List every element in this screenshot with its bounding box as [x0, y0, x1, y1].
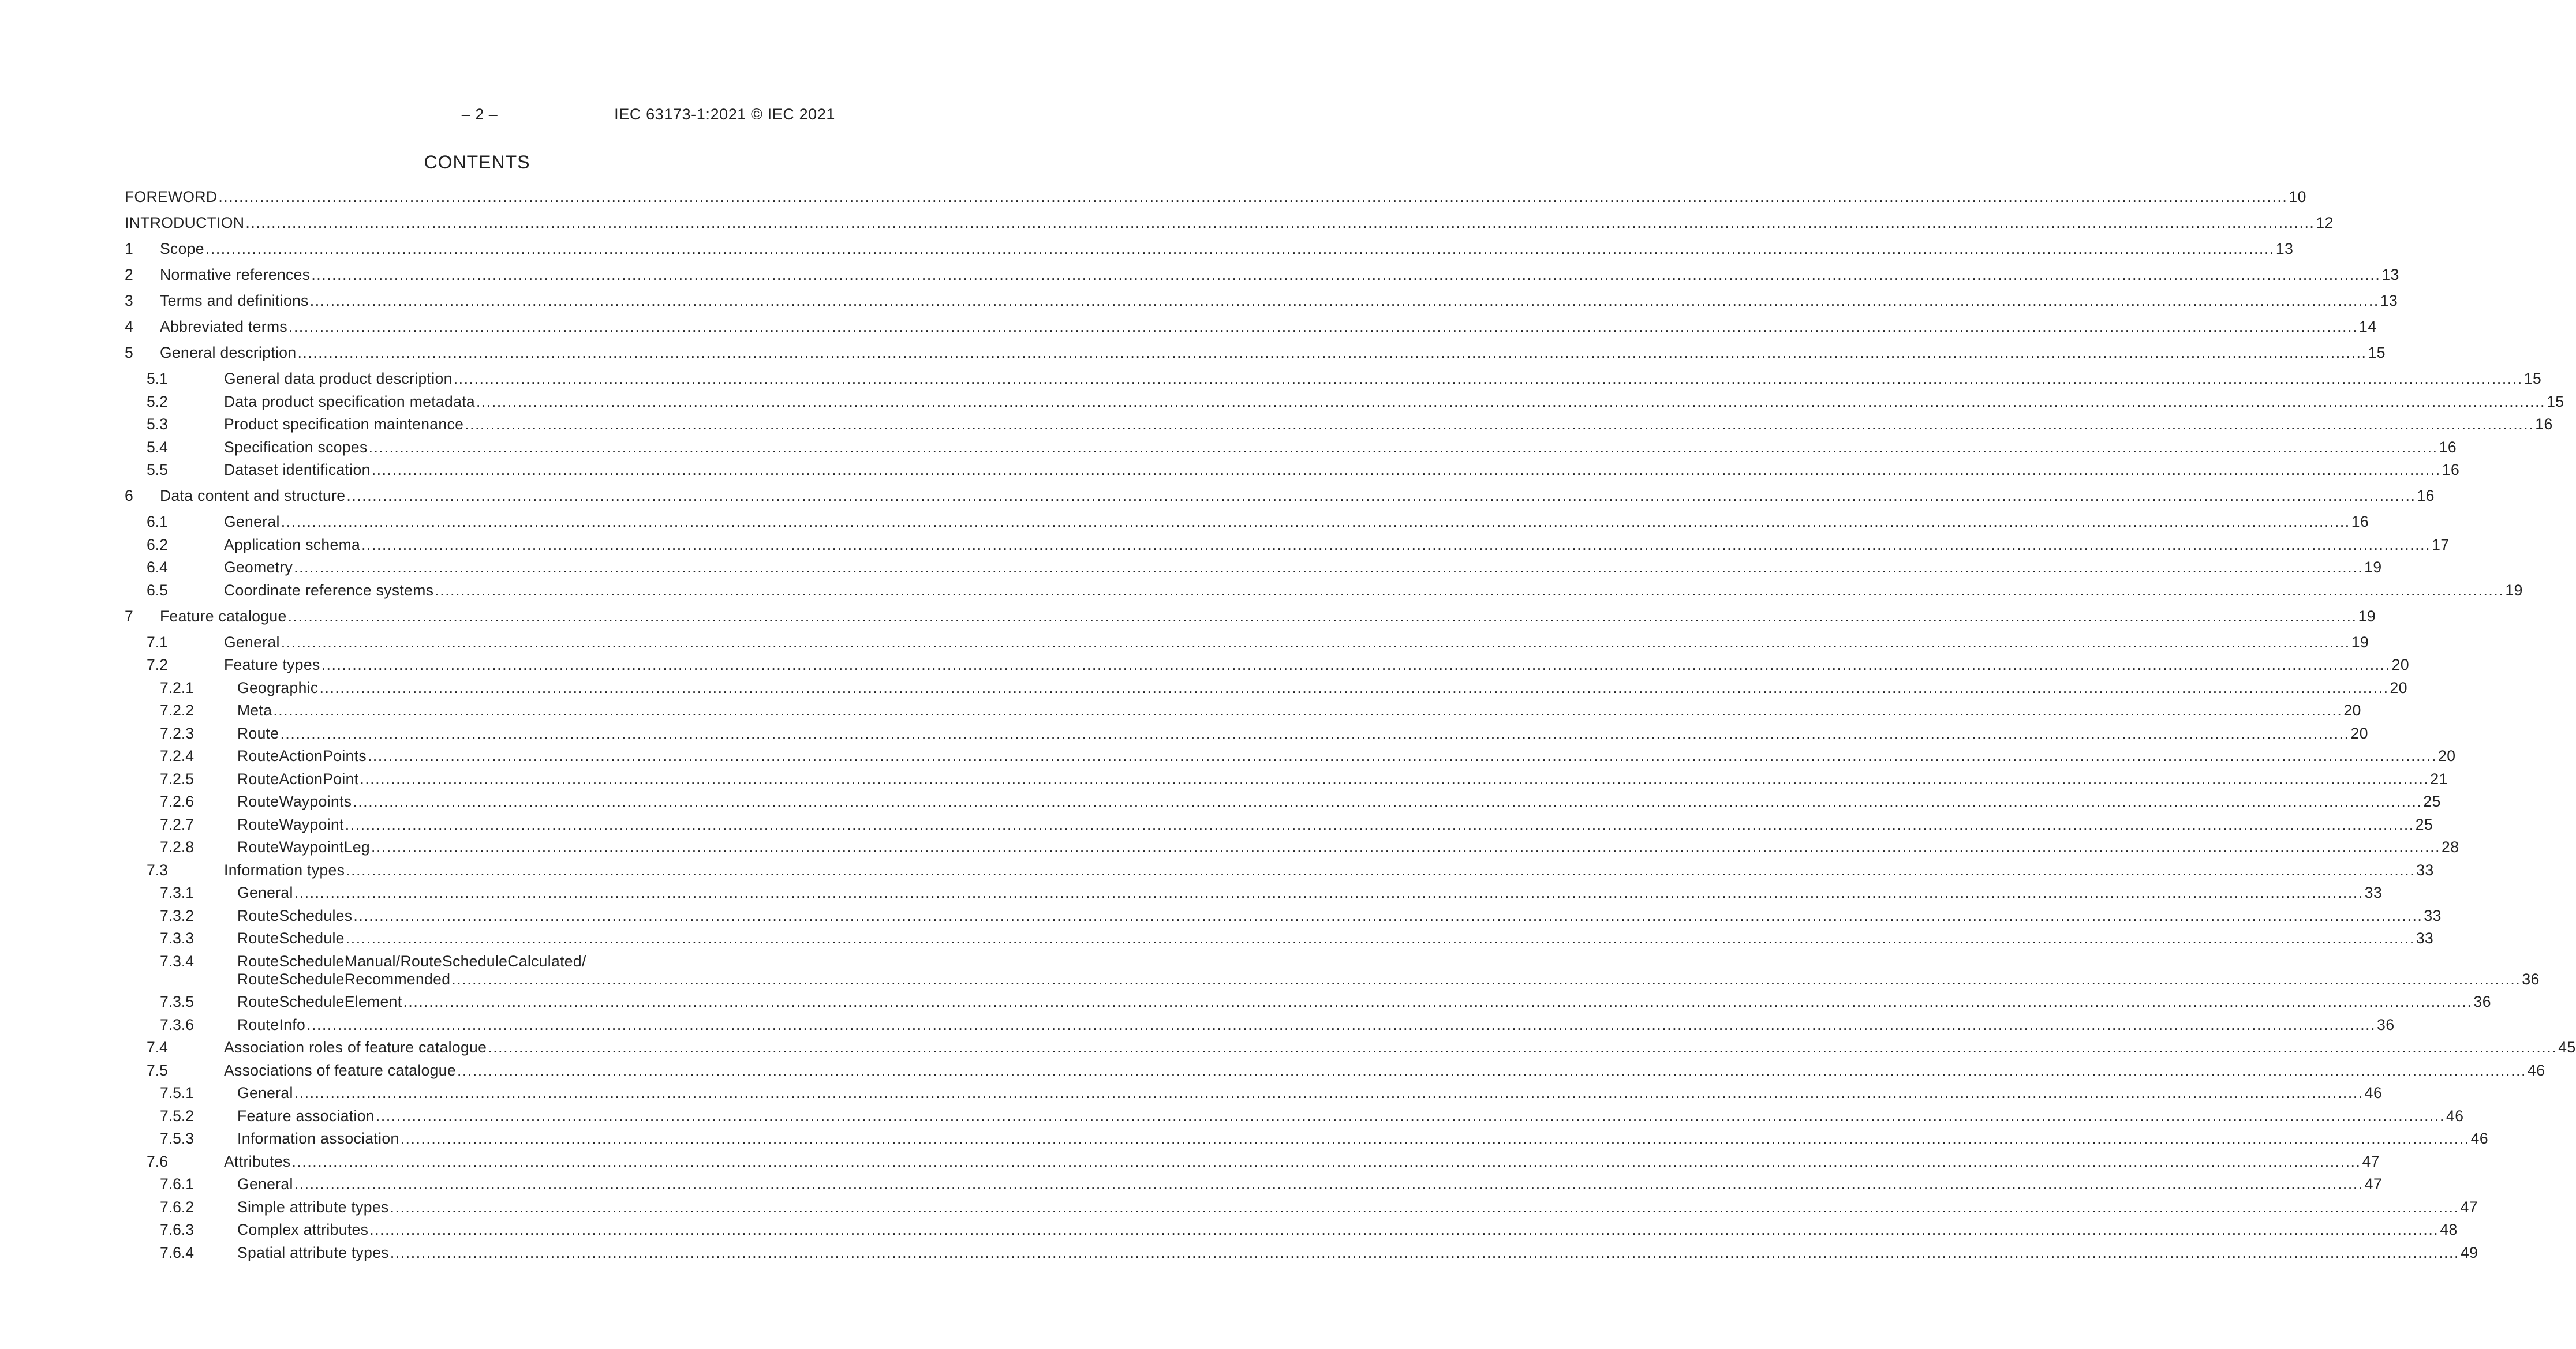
toc-dot-leader: ................................................................................................................................................................................................................................................................................................................................................................................................................ [390, 1198, 2459, 1216]
toc-entry-label: Data content and structure [160, 487, 346, 504]
toc-entry-page: 47 [2460, 1198, 2478, 1216]
toc-entry-page: 20 [2343, 702, 2361, 719]
toc-entry-page: 28 [2442, 838, 2459, 856]
toc-entry-continuation[interactable] [125, 969, 2540, 989]
toc-entry[interactable] [125, 1083, 2383, 1103]
toc-entry-page: 15 [2523, 370, 2542, 387]
toc-dot-leader: ................................................................................................................................................................................................................................................................................................................................................................................................................ [321, 656, 2391, 673]
toc-dot-leader: ................................................................................................................................................................................................................................................................................................................................................................................................................ [346, 861, 2416, 879]
toc-entry[interactable] [125, 724, 2368, 743]
toc-entry-label: Scope [160, 240, 204, 257]
toc-entry-page: 19 [2358, 607, 2376, 625]
toc-dot-leader: ................................................................................................................................................................................................................................................................................................................................................................................................................ [218, 188, 2288, 205]
toc-entry[interactable] [125, 317, 2377, 336]
toc-dot-leader: ................................................................................................................................................................................................................................................................................................................................................................................................................ [457, 1061, 2526, 1079]
toc-entry-page: 33 [2424, 906, 2442, 924]
toc-dot-leader: ................................................................................................................................................................................................................................................................................................................................................................................................................ [294, 1175, 2364, 1193]
toc-dot-leader: ................................................................................................................................................................................................................................................................................................................................................................................................................ [453, 370, 2523, 387]
toc-entry-page: 36 [2473, 993, 2491, 1010]
toc-dot-leader: ................................................................................................................................................................................................................................................................................................................................................................................................................ [345, 815, 2414, 833]
toc-entry-number: 6.2 [147, 535, 168, 553]
toc-entry[interactable] [125, 239, 2294, 258]
toc-entry-page: 33 [2416, 930, 2434, 947]
toc-entry[interactable] [125, 460, 2460, 479]
toc-entry[interactable] [125, 1106, 2464, 1126]
toc-entry[interactable] [125, 1220, 2458, 1239]
toc-entry[interactable] [125, 369, 2542, 388]
toc-entry-label: Complex attributes [237, 1221, 369, 1238]
toc-entry-label: General [237, 1084, 293, 1101]
toc-entry[interactable] [125, 486, 2435, 505]
toc-dot-leader: ................................................................................................................................................................................................................................................................................................................................................................................................................ [281, 633, 2350, 651]
toc-entry-number: 5.1 [147, 370, 168, 387]
toc-entry-number: 7.2.4 [160, 747, 194, 765]
toc-dot-leader: ................................................................................................................................................................................................................................................................................................................................................................................................................ [371, 838, 2441, 856]
toc-entry-number: 6 [125, 487, 133, 504]
toc-entry-number: 7.3.1 [160, 884, 194, 901]
toc-entry-page: 46 [2446, 1107, 2464, 1125]
toc-dot-leader: ................................................................................................................................................................................................................................................................................................................................................................................................................ [367, 747, 2437, 765]
toc-entry-page: 33 [2416, 861, 2434, 879]
toc-entry-label: Spatial attribute types [237, 1243, 389, 1261]
toc-entry[interactable] [125, 951, 836, 971]
page-title: CONTENTS [424, 152, 530, 173]
toc-entry[interactable] [125, 580, 2523, 600]
toc-entry-number: 7.5.2 [160, 1107, 194, 1125]
toc-entry-number: 7.3.5 [160, 993, 194, 1010]
toc-entry[interactable] [125, 187, 2306, 207]
toc-entry-page: 13 [2380, 292, 2398, 309]
toc-entry-page: 19 [2364, 559, 2382, 576]
toc-entry-label: RouteActionPoints [237, 747, 367, 765]
toc-entry-number: 7.5 [147, 1061, 168, 1079]
toc-entry-label: Geometry [224, 559, 293, 576]
toc-entry-page: 19 [2351, 633, 2369, 651]
toc-entry[interactable] [125, 392, 2564, 411]
toc-entry[interactable] [125, 678, 2408, 698]
toc-dot-leader: ................................................................................................................................................................................................................................................................................................................................................................................................................ [375, 1107, 2445, 1125]
toc-entry-number: 7.2.7 [160, 815, 194, 833]
toc-entry[interactable] [125, 343, 2386, 362]
toc-entry-label: RouteWaypoints [237, 793, 352, 810]
toc-entry-number: 7.2.5 [160, 770, 194, 788]
toc-dot-leader: ................................................................................................................................................................................................................................................................................................................................................................................................................ [476, 392, 2546, 410]
toc-entry-number: 7.3.2 [160, 906, 194, 924]
toc-entry-number: 7.2.2 [160, 702, 194, 719]
toc-entry-number: 3 [125, 292, 133, 309]
toc-entry-label: Feature catalogue [160, 607, 287, 625]
toc-entry-label: Attributes [224, 1152, 291, 1170]
toc-entry-page: 47 [2364, 1175, 2383, 1193]
toc-entry-number: 1 [125, 240, 133, 257]
toc-entry-page: 20 [2438, 747, 2456, 765]
toc-entry-number: 7.3.4 [160, 952, 194, 970]
toc-dot-leader: ................................................................................................................................................................................................................................................................................................................................................................................................................ [346, 487, 2416, 504]
toc-entry-page: 12 [2316, 214, 2334, 231]
toc-entry-page: 21 [2430, 770, 2448, 788]
toc-entry-number: 5.4 [147, 438, 168, 456]
toc-dot-leader: ................................................................................................................................................................................................................................................................................................................................................................................................................ [281, 513, 2350, 530]
toc-entry-page: 20 [2391, 656, 2410, 673]
toc-entry-label: RouteInfo [237, 1016, 306, 1033]
toc-entry-number: 5.3 [147, 415, 168, 433]
toc-dot-leader: ................................................................................................................................................................................................................................................................................................................................................................................................................ [309, 292, 2379, 309]
toc-entry-number: 5 [125, 344, 133, 361]
toc-entry-number: 5.5 [147, 461, 168, 478]
toc-entry[interactable] [125, 265, 2399, 284]
toc-entry-page: 16 [2442, 461, 2460, 478]
toc-entry[interactable] [125, 700, 2361, 720]
toc-dot-leader: ................................................................................................................................................................................................................................................................................................................................................................................................................ [451, 970, 2521, 988]
toc-entry-number: 6.5 [147, 581, 168, 599]
toc-entry[interactable] [125, 883, 2383, 902]
toc-entry-label: Feature types [224, 656, 320, 673]
toc-entry-number: 7.6 [147, 1152, 168, 1170]
toc-entry-label: Association roles of feature catalogue [224, 1039, 487, 1056]
toc-entry-page: 49 [2460, 1243, 2478, 1261]
toc-entry[interactable] [125, 1174, 2383, 1194]
toc-entry-page: 46 [2527, 1061, 2545, 1079]
toc-entry[interactable] [125, 1129, 2489, 1148]
document-id: IEC 63173-1:2021 © IEC 2021 [614, 106, 835, 123]
toc-entry-number: 7.2 [147, 656, 168, 673]
toc-entry-page: 33 [2364, 884, 2383, 901]
toc-entry-label: RouteSchedule [237, 930, 345, 947]
toc-entry-page: 16 [2439, 438, 2457, 456]
toc-entry[interactable] [125, 860, 2434, 880]
toc-entry-number: 7.2.1 [160, 679, 194, 696]
toc-entry-page: 25 [2423, 793, 2441, 810]
toc-entry-label: Product specification maintenance [224, 415, 464, 433]
toc-entry[interactable] [125, 792, 2441, 811]
toc-dot-leader: ................................................................................................................................................................................................................................................................................................................................................................................................................ [291, 1152, 2361, 1170]
toc-dot-leader: ................................................................................................................................................................................................................................................................................................................................................................................................................ [294, 884, 2364, 901]
toc-entry-label: General [224, 513, 280, 530]
page-header [0, 106, 954, 126]
toc-entry[interactable] [125, 1243, 2478, 1262]
toc-entry[interactable] [125, 557, 2382, 577]
toc-dot-leader: ................................................................................................................................................................................................................................................................................................................................................................................................................ [368, 438, 2438, 456]
toc-entry-page: 17 [2432, 535, 2450, 553]
toc-entry-page: 36 [2522, 970, 2540, 988]
toc-dot-leader: ................................................................................................................................................................................................................................................................................................................................................................................................................ [400, 1130, 2470, 1147]
toc-entry[interactable] [125, 906, 2442, 925]
toc-entry-label: INTRODUCTION [125, 214, 245, 231]
toc-dot-leader: ................................................................................................................................................................................................................................................................................................................................................................................................................ [289, 318, 2358, 335]
toc-entry-label: Meta [237, 702, 272, 719]
toc-dot-leader: ................................................................................................................................................................................................................................................................................................................................................................................................................ [465, 415, 2534, 433]
toc-entry-label: General data product description [224, 370, 453, 387]
toc-entry-page: 16 [2535, 415, 2553, 433]
toc-dot-leader: ................................................................................................................................................................................................................................................................................................................................................................................................................ [306, 1016, 2376, 1033]
toc-entry-label: Information association [237, 1130, 399, 1147]
toc-entry-number: 7.6.3 [160, 1221, 194, 1238]
toc-entry-page: 16 [2417, 487, 2435, 504]
toc-entry-label: Geographic [237, 679, 319, 696]
toc-entry-label: RouteScheduleElement [237, 993, 402, 1010]
toc-entry-number: 5.2 [147, 392, 168, 410]
toc-dot-leader: ................................................................................................................................................................................................................................................................................................................................................................................................................ [273, 702, 2343, 719]
toc-entry-number: 7.6.4 [160, 1243, 194, 1261]
toc-dot-leader: ................................................................................................................................................................................................................................................................................................................................................................................................................ [245, 214, 2315, 231]
toc-dot-leader: ................................................................................................................................................................................................................................................................................................................................................................................................................ [435, 581, 2504, 599]
toc-entry[interactable] [125, 213, 2334, 233]
toc-dot-leader: ................................................................................................................................................................................................................................................................................................................................................................................................................ [353, 906, 2423, 924]
toc-entry-label: FOREWORD [125, 188, 218, 205]
toc-dot-leader: ................................................................................................................................................................................................................................................................................................................................................................................................................ [297, 344, 2367, 361]
toc-dot-leader: ................................................................................................................................................................................................................................................................................................................................................................................................................ [360, 770, 2429, 788]
toc-entry[interactable] [125, 1015, 2395, 1035]
toc-entry-label: RouteWaypointLeg [237, 838, 371, 856]
toc-entry-label: General [224, 633, 280, 651]
toc-entry[interactable] [125, 437, 2457, 457]
toc-dot-leader: ................................................................................................................................................................................................................................................................................................................................................................................................................ [488, 1039, 2558, 1056]
toc-dot-leader: ................................................................................................................................................................................................................................................................................................................................................................................................................ [353, 793, 2422, 810]
toc-dot-leader: ................................................................................................................................................................................................................................................................................................................................................................................................................ [280, 724, 2350, 742]
toc-entry-label: RouteScheduleManual/RouteScheduleCalculated/ [237, 952, 586, 970]
toc-entry-page: 13 [2275, 240, 2294, 257]
toc-entry-page: 47 [2362, 1152, 2380, 1170]
toc-entry-number: 7.2.8 [160, 838, 194, 856]
toc-entry-number: 7.3.6 [160, 1016, 194, 1033]
toc-entry-label: RouteWaypoint [237, 815, 344, 833]
toc-entry[interactable] [125, 535, 2450, 554]
toc-entry-number: 6.4 [147, 559, 168, 576]
toc-entry-label: RouteSchedules [237, 906, 353, 924]
toc-entry[interactable] [125, 414, 2553, 434]
toc-entry[interactable] [125, 746, 2456, 766]
toc-entry-page: 48 [2440, 1221, 2458, 1238]
toc-entry-label: Feature association [237, 1107, 375, 1125]
page-number: – 2 – [461, 106, 498, 123]
toc-entry[interactable] [125, 1061, 2545, 1080]
toc-entry-page: 15 [2547, 392, 2564, 410]
toc-entry-label-continued: RouteScheduleRecommended [237, 970, 451, 988]
toc-dot-leader: ................................................................................................................................................................................................................................................................................................................................................................................................................ [205, 240, 2275, 257]
toc-entry-page: 15 [2368, 344, 2386, 361]
toc-entry-number: 7.4 [147, 1039, 168, 1056]
toc-entry[interactable] [125, 815, 2433, 834]
toc-entry-label: General [237, 884, 293, 901]
toc-dot-leader: ................................................................................................................................................................................................................................................................................................................................................................................................................ [403, 993, 2473, 1010]
toc-entry-label: RouteActionPoint [237, 770, 359, 788]
toc-entry-page: 16 [2351, 513, 2369, 530]
toc-entry-page: 46 [2470, 1130, 2489, 1147]
toc-entry-label: Normative references [160, 266, 311, 283]
toc-entry-label: Abbreviated terms [160, 318, 287, 335]
toc-entry-label: Terms and definitions [160, 292, 309, 309]
toc-entry[interactable] [125, 928, 2434, 948]
toc-entry-number: 7.6.1 [160, 1175, 194, 1193]
toc-entry-page: 36 [2377, 1016, 2395, 1033]
toc-dot-leader: ................................................................................................................................................................................................................................................................................................................................................................................................................ [345, 930, 2415, 947]
toc-entry-label: Coordinate reference systems [224, 581, 434, 599]
toc-entry-number: 7.5.1 [160, 1084, 194, 1101]
toc-entry-number: 7.5.3 [160, 1130, 194, 1147]
toc-entry-page: 25 [2415, 815, 2433, 833]
toc-dot-leader: ................................................................................................................................................................................................................................................................................................................................................................................................................ [361, 535, 2431, 553]
toc-entry-page: 19 [2505, 581, 2523, 599]
toc-entry[interactable] [125, 291, 2398, 310]
toc-dot-leader: ................................................................................................................................................................................................................................................................................................................................................................................................................ [369, 1221, 2439, 1238]
toc-entry[interactable] [125, 606, 2376, 626]
toc-entry[interactable] [125, 837, 2459, 857]
toc-dot-leader: ................................................................................................................................................................................................................................................................................................................................................................................................................ [311, 266, 2381, 283]
toc-entry-number: 7.3 [147, 861, 168, 879]
toc-entry[interactable] [125, 512, 2369, 531]
toc-entry-number: 7.2.6 [160, 793, 194, 810]
toc-entry[interactable] [125, 1037, 2576, 1057]
toc-entry[interactable] [125, 655, 2410, 674]
toc-entry-page: 10 [2289, 188, 2306, 205]
toc-entry-page: 14 [2359, 318, 2377, 335]
toc-entry-label: Information types [224, 861, 345, 879]
toc-dot-leader: ................................................................................................................................................................................................................................................................................................................................................................................................................ [287, 607, 2357, 625]
toc-entry-number: 7 [125, 607, 133, 625]
toc-entry-page: 20 [2390, 679, 2408, 696]
toc-entry-number: 7.2.3 [160, 724, 194, 742]
toc-entry-number: 7.1 [147, 633, 168, 651]
toc-entry[interactable] [125, 769, 2448, 789]
toc-entry-label: Dataset identification [224, 461, 371, 478]
toc-entry-number: 4 [125, 318, 133, 335]
toc-entry-number: 6.1 [147, 513, 168, 530]
toc-entry-label: General description [160, 344, 297, 361]
toc-entry-label: Application schema [224, 535, 361, 553]
toc-dot-leader: ................................................................................................................................................................................................................................................................................................................................................................................................................ [294, 1084, 2364, 1101]
toc-dot-leader: ................................................................................................................................................................................................................................................................................................................................................................................................................ [390, 1243, 2459, 1261]
toc-entry-label: Route [237, 724, 279, 742]
toc-entry-label: Associations of feature catalogue [224, 1061, 456, 1079]
toc-entry-page: 13 [2381, 266, 2399, 283]
toc-dot-leader: ................................................................................................................................................................................................................................................................................................................................................................................................................ [319, 679, 2389, 696]
toc-entry[interactable] [125, 632, 2369, 652]
toc-dot-leader: ................................................................................................................................................................................................................................................................................................................................................................................................................ [371, 461, 2441, 478]
toc-entry-label: General [237, 1175, 293, 1193]
toc-entry-page: 46 [2364, 1084, 2383, 1101]
toc-entry-page: 20 [2350, 724, 2368, 742]
toc-entry[interactable] [125, 992, 2491, 1011]
toc-entry-label: Data product specification metadata [224, 392, 476, 410]
toc-entry-page: 45 [2558, 1039, 2576, 1056]
toc-entry-number: 2 [125, 266, 133, 283]
toc-entry[interactable] [125, 1197, 2478, 1217]
toc-dot-leader: ................................................................................................................................................................................................................................................................................................................................................................................................................ [294, 559, 2364, 576]
toc-entry[interactable] [125, 1152, 2380, 1171]
toc-entry-number: 7.6.2 [160, 1198, 194, 1216]
toc-entry-label: Specification scopes [224, 438, 368, 456]
toc-entry-label: Simple attribute types [237, 1198, 389, 1216]
toc-entry-number: 7.3.3 [160, 930, 194, 947]
